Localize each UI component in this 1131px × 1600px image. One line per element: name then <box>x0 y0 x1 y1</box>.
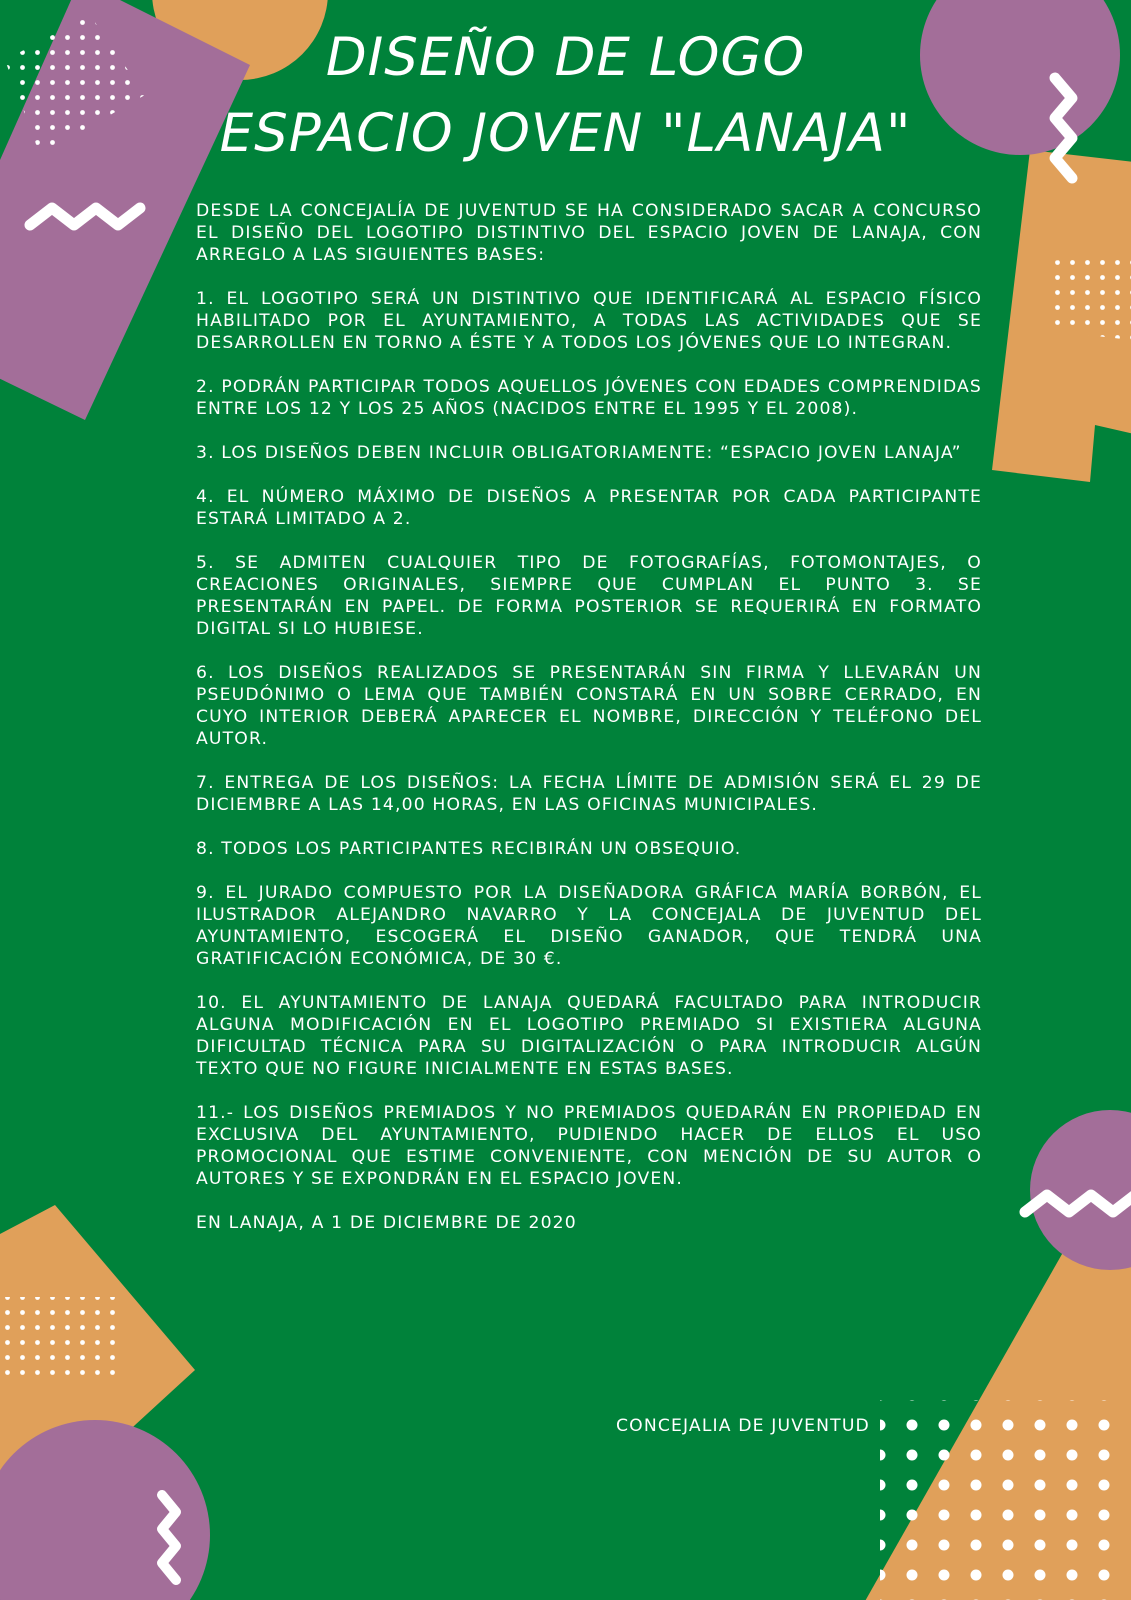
date-line: EN LANAJA, A 1 DE DICIEMBRE DE 2020 <box>196 1213 577 1233</box>
rules-body <box>196 200 982 1256</box>
intro-paragraph: DESDE LA CONCEJALÍA DE JUVENTUD SE HA CONSIDERADO SACAR A CONCURSO EL DISEÑO DEL LOGOTIPO DISTINTIVO DEL ESPACIO JOVEN DE LANAJA, CON ARREGLO A LAS SIGUIENTES BASES: <box>196 201 982 265</box>
rule-2: 2. PODRÁN PARTICIPAR TODOS AQUELLOS JÓVENES CON EDADES COMPRENDIDAS ENTRE LOS 12 Y LOS 25 AÑOS (NACIDOS ENTRE EL 1995 Y EL 2008). <box>196 377 982 419</box>
rule-10: 10. EL AYUNTAMIENTO DE LANAJA QUEDARÁ FACULTADO PARA INTRODUCIR ALGUNA MODIFICACIÓN EN EL LOGOTIPO PREMIADO SI EXISTIERA ALGUNA DIFICULTAD TÉCNICA PARA SU DIGITALIZACIÓN O PARA INTRODUCIR ALGÚN TEXTO QUE NO FIGURE INICIALMENTE EN ESTAS BASES. <box>196 993 982 1079</box>
rule-11: 11.- LOS DISEÑOS PREMIADOS Y NO PREMIADOS QUEDARÁN EN PROPIEDAD EN EXCLUSIVA DEL AYUNTAMIENTO, PUDIENDO HACER DE ELLOS EL USO PROMOCIONAL QUE ESTIME CONVENIENTE, CON MENCIÓN DE SU AUTOR O AUTORES Y SE EXPONDRÁN EN EL ESPACIO JOVEN. <box>196 1103 982 1189</box>
rule-7: 7. ENTREGA DE LOS DISEÑOS: LA FECHA LÍMITE DE ADMISIÓN SERÁ EL 29 DE DICIEMBRE A LAS 14,00 HORAS, EN LAS OFICINAS MUNICIPALES. <box>196 773 982 815</box>
rule-5: 5. SE ADMITEN CUALQUIER TIPO DE FOTOGRAFÍAS, FOTOMONTAJES, O CREACIONES ORIGINALES, SIEMPRE QUE CUMPLAN EL PUNTO 3. SE PRESENTARÁN EN PAPEL. DE FORMA POSTERIOR SE REQUERIRÁ EN FORMATO DIGITAL SI LO HUBIESE. <box>196 553 982 639</box>
rule-6: 6. LOS DISEÑOS REALIZADOS SE PRESENTARÁN SIN FIRMA Y LLEVARÁN UN PSEUDÓNIMO O LEMA QUE TAMBIÉN CONSTARÁ EN UN SOBRE CERRADO, EN CUYO INTERIOR DEBERÁ APARECER EL NOMBRE, DIRECCIÓN Y TELÉFONO DEL AUTOR. <box>196 663 982 749</box>
page-title-line-2: ESPACIO JOVEN "LANAJA" <box>219 103 912 164</box>
rule-8: 8. TODOS LOS PARTICIPANTES RECIBIRÁN UN OBSEQUIO. <box>196 839 742 859</box>
dot-pattern-bottom-right <box>880 1400 1130 1600</box>
rule-4: 4. EL NÚMERO MÁXIMO DE DISEÑOS A PRESENTAR POR CADA PARTICIPANTE ESTARÁ LIMITADO A 2. <box>196 487 982 529</box>
page-title-line-1: DISEÑO DE LOGO <box>325 27 806 88</box>
rule-3: 3. LOS DISEÑOS DEBEN INCLUIR OBLIGATORIAMENTE: “ESPACIO JOVEN LANAJA” <box>196 443 962 463</box>
rule-1: 1. EL LOGOTIPO SERÁ UN DISTINTIVO QUE IDENTIFICARÁ AL ESPACIO FÍSICO HABILITADO POR EL AYUNTAMIENTO, A TODAS LAS ACTIVIDADES QUE SE DESARROLLEN EN TORNO A ÉSTE Y A TODOS LOS JÓVENES QUE LO INTEGRAN. <box>196 289 982 353</box>
signature: CONCEJALIA DE JUVENTUD <box>616 1416 870 1436</box>
dot-pattern-top-right <box>1045 250 1131 340</box>
rule-9: 9. EL JURADO COMPUESTO POR LA DISEÑADORA GRÁFICA MARÍA BORBÓN, EL ILUSTRADOR ALEJANDRO NAVARRO Y LA CONCEJALA DE JUVENTUD DEL AYUNTAMIENTO, ESCOGERÁ EL DISEÑO GANADOR, QUE TENDRÁ UNA GRATIFICACIÓN ECONÓMICA, DE 30 €. <box>196 883 982 969</box>
dot-pattern-bottom-left <box>5 1297 115 1382</box>
